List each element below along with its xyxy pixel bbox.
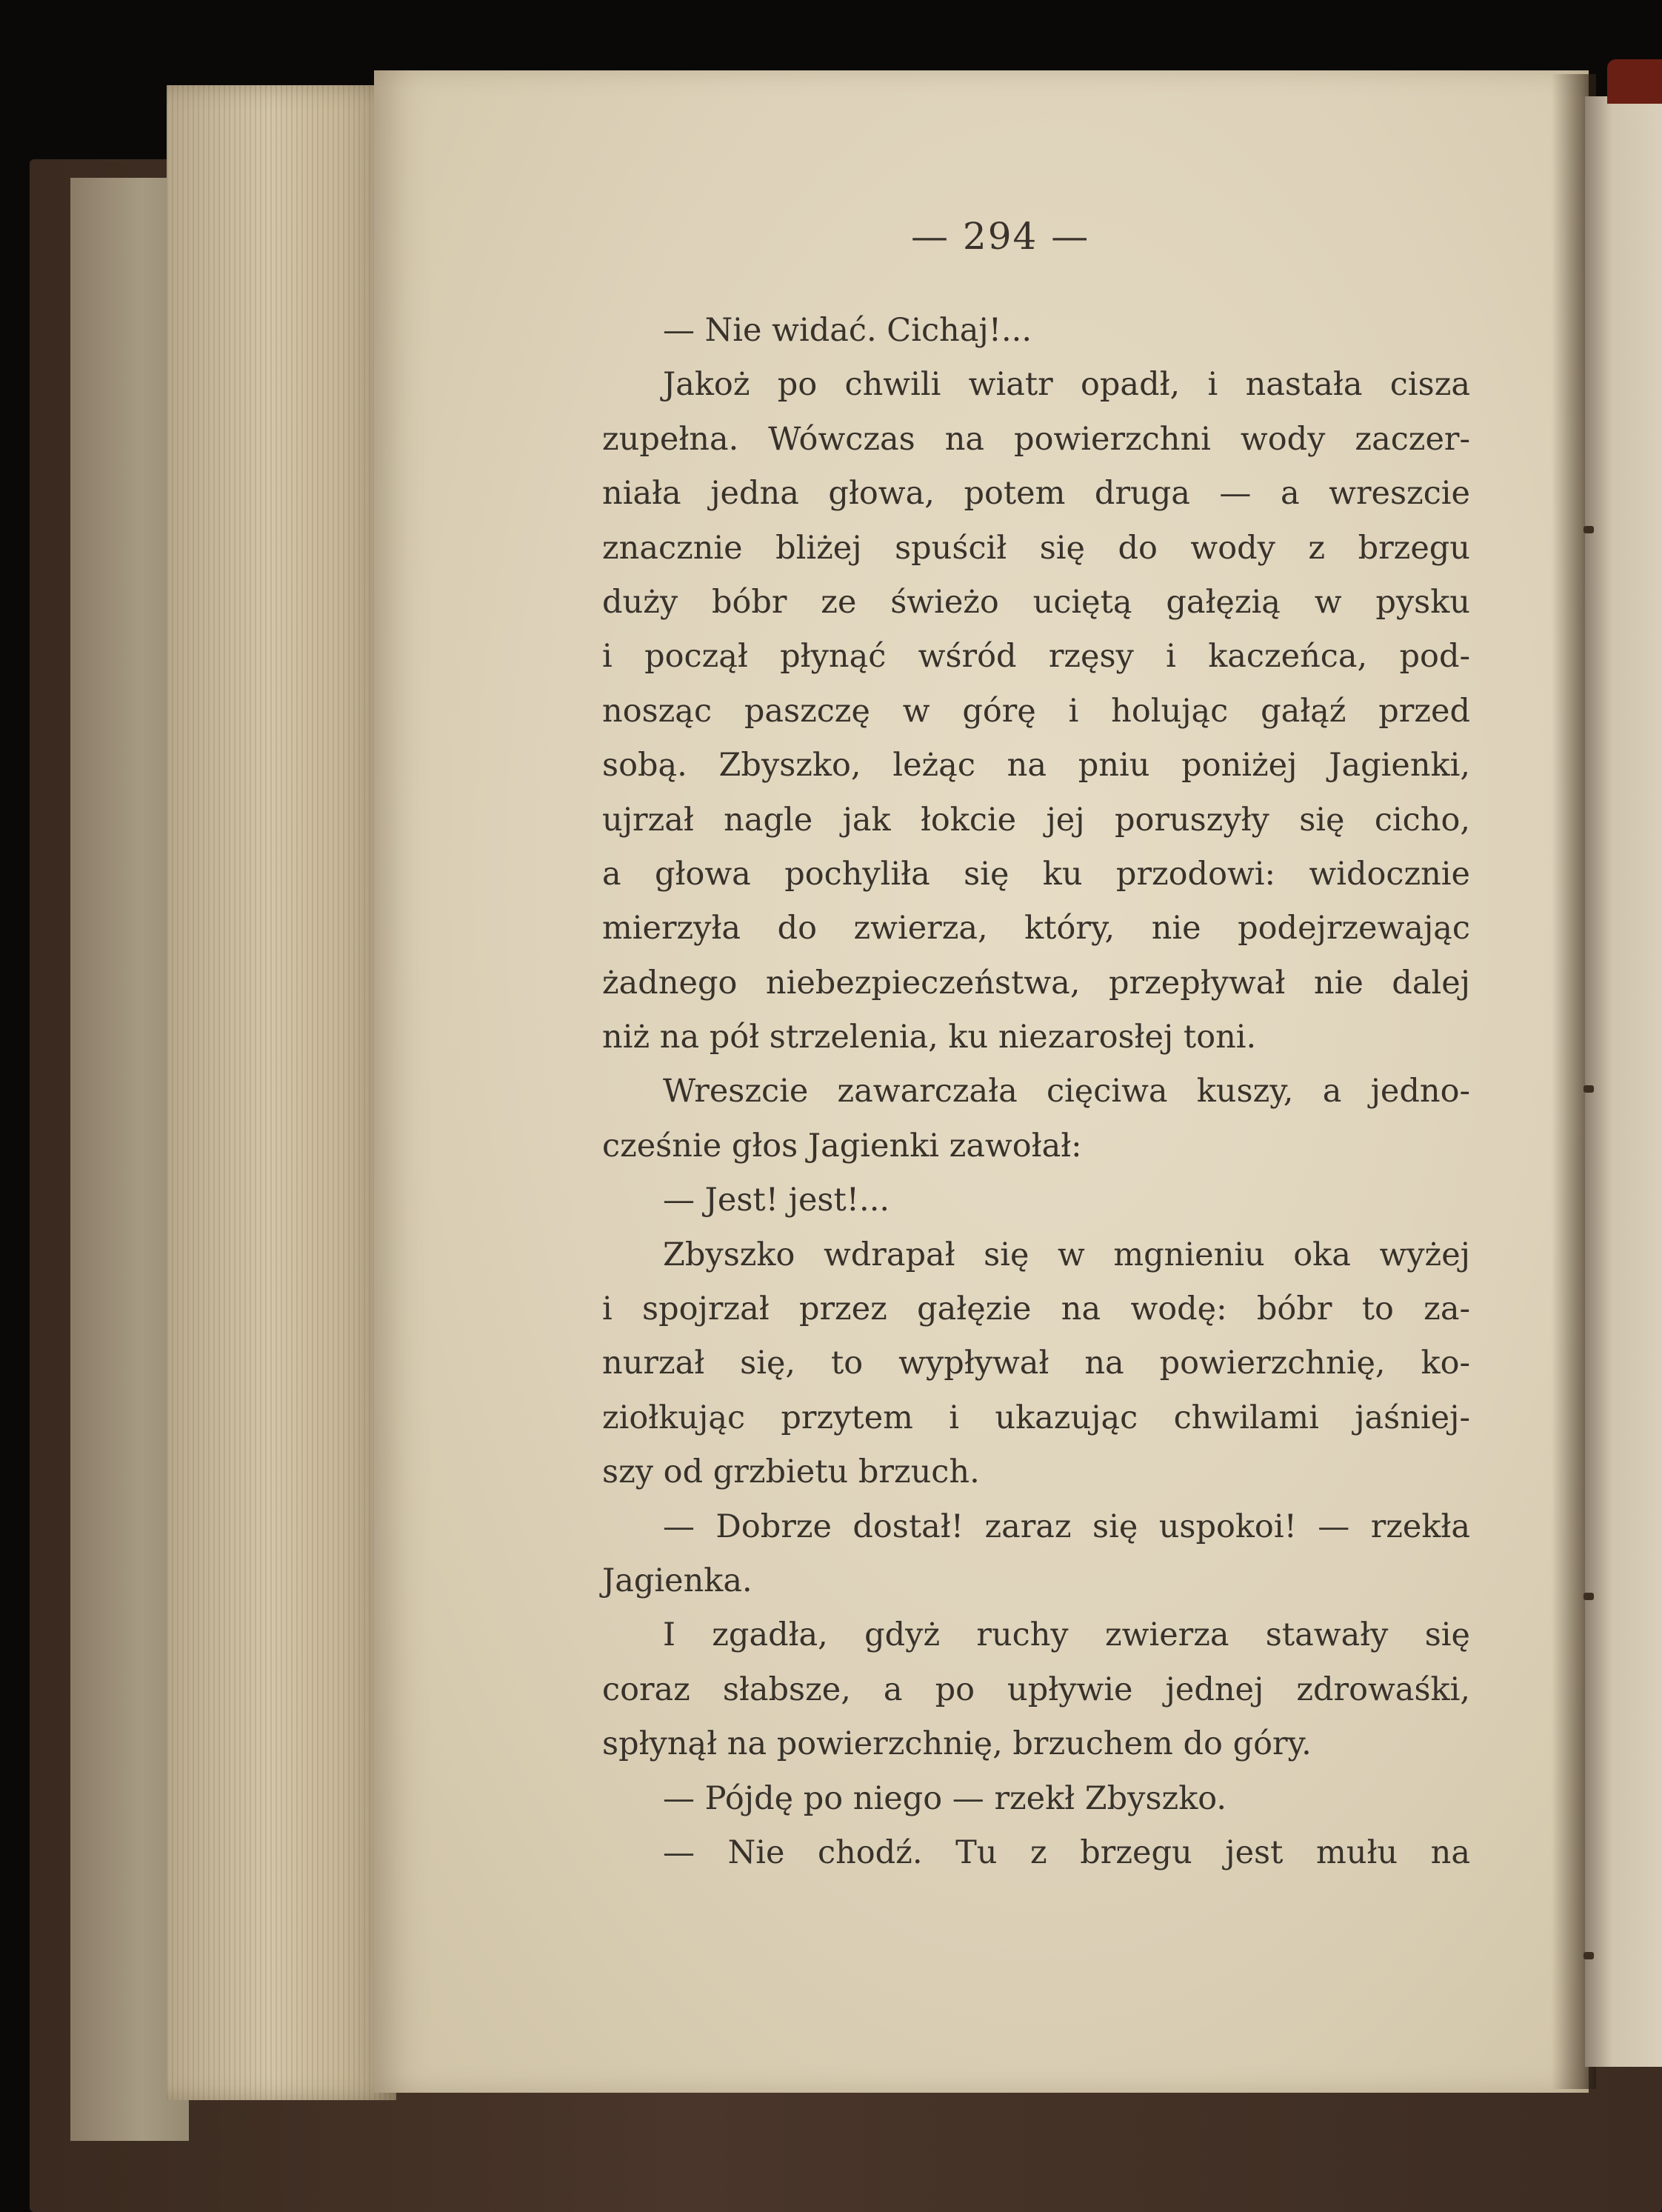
text-line: — Nie chodź. Tu z brzegu jest mułu na — [663, 1833, 1470, 1871]
text-line: zupełna. Wówczas na powierzchni wody zaczer- — [602, 420, 1470, 458]
text-line: coraz słabsze, a po upływie jednej zdrowaśki, — [602, 1670, 1470, 1708]
binding-thread-mark — [1583, 526, 1594, 533]
page-number-header: — 294 — — [911, 215, 1090, 258]
text-line: nurzał się, to wypływał na powierzchnię, ko- — [602, 1345, 1470, 1382]
text-line: nosząc paszczę w górę i holując gałąź przed — [602, 692, 1470, 730]
binding-thread-mark — [1583, 1952, 1594, 1959]
text-line: żadnego niebezpieczeństwa, przepływał nie dalej — [602, 964, 1470, 1002]
text-line: szy od grzbietu brzuch. — [602, 1453, 980, 1491]
text-line: spłynął na powierzchnię, brzuchem do góry. — [602, 1725, 1312, 1763]
binding-thread-mark — [1583, 1593, 1594, 1600]
red-cover-corner — [1607, 59, 1662, 104]
text-line: ziołkując przytem i ukazując chwilami jaśniej- — [602, 1399, 1470, 1436]
text-line: — Nie widać. Cichaj!... — [663, 312, 1032, 349]
text-line: znacznie bliżej spuścił się do wody z brzegu — [602, 529, 1470, 567]
text-line: Zbyszko wdrapał się w mgnieniu oka wyżej — [663, 1236, 1470, 1273]
text-line: ujrzał nagle jak łokcie jej poruszyły się cicho, — [602, 801, 1470, 839]
text-line: I zgadła, gdyż ruchy zwierza stawały się — [663, 1616, 1470, 1654]
text-line: i spojrzał przez gałęzie na wodę: bóbr to za- — [602, 1290, 1470, 1328]
text-line: Jakoż po chwili wiatr opadł, i nastała cisza — [663, 366, 1470, 404]
text-line: niała jedna głowa, potem druga — a wreszcie — [602, 475, 1470, 513]
page-block-edge — [167, 85, 396, 2100]
text-line: — Dobrze dostał! zaraz się uspokoi! — rzekła — [663, 1508, 1470, 1545]
binding-thread-mark — [1583, 1085, 1594, 1093]
text-line: — Jest! jest!... — [663, 1182, 890, 1219]
text-line: niż na pół strzelenia, ku niezarosłej toni. — [602, 1019, 1257, 1056]
facing-page-edge — [1585, 96, 1662, 2067]
text-line: cześnie głos Jagienki zawołał: — [602, 1127, 1082, 1165]
text-line: mierzyła do zwierza, który, nie podejrzewając — [602, 910, 1470, 947]
text-line: Jagienka. — [602, 1562, 752, 1599]
text-line: a głowa pochyliła się ku przodowi: widocznie — [602, 855, 1470, 893]
text-line: Wreszcie zawarczała cięciwa kuszy, a jedno- — [663, 1073, 1470, 1110]
text-line: duży bóbr ze świeżo uciętą gałęzią w pysku — [602, 583, 1470, 621]
text-line: — Pójdę po niego — rzekł Zbyszko. — [663, 1779, 1227, 1817]
text-line: sobą. Zbyszko, leżąc na pniu poniżej Jagienki, — [602, 747, 1470, 784]
page-body-text — [602, 304, 1470, 1880]
text-line: i począł płynąć wśród rzęsy i kaczeńca, pod- — [602, 638, 1470, 676]
